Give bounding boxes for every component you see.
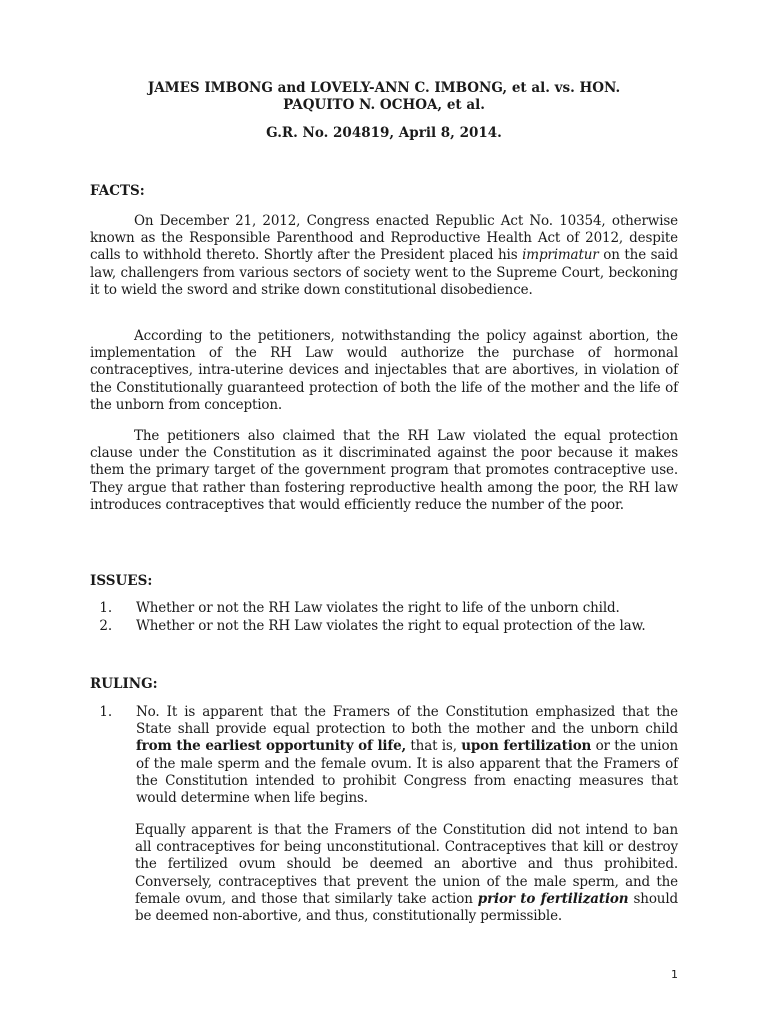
ruling-text-b: that is, <box>406 738 462 755</box>
facts-heading: FACTS: <box>90 183 145 199</box>
ruling-text-a: No. It is apparent that the Framers of the Constitution emphasized that the State shall provide equal protection to both the mother and the unborn child <box>136 704 678 738</box>
facts-p1-italic: imprimatur <box>522 247 599 264</box>
issues-heading: ISSUES: <box>90 573 153 589</box>
ruling-heading: RULING: <box>90 676 158 692</box>
ruling-item <box>90 704 678 807</box>
issue-item <box>90 618 678 635</box>
ruling-paragraph-2 <box>135 822 678 925</box>
case-reference: G.R. No. 204819, April 8, 2014. <box>266 125 502 141</box>
facts-paragraph-1 <box>90 213 678 299</box>
ruling-number: 1. <box>99 704 112 720</box>
issue-text: Whether or not the RH Law violates the right to life of the unborn child. <box>136 600 620 616</box>
ruling-text-c: or the union of the male sperm and the female ovum. It is also apparent that the Framers of the Constitution intended to prohibit Congress from enacting measures that would determine when life begins. <box>136 738 678 807</box>
case-title-line1: JAMES IMBONG and LOVELY-ANN C. IMBONG, et al. vs. HON. <box>147 80 621 96</box>
ruling-bold-phrase-2: upon fertilization <box>461 738 592 755</box>
issue-number: 2. <box>99 618 112 634</box>
facts-p1-text-b: on the said law, challengers from various sectors of society went to the Supreme Court, beckoning it to wield the sword and strike down constitutional disobedience. <box>90 247 678 298</box>
ruling-p2-text-a: Equally apparent is that the Framers of the Constitution did not intend to ban all contraceptives for being unconstitutional. Contraceptives that kill or destroy the fertilized ovum should be deemed an abortive and thus prohibited. Conversely, contraceptives that prevent the union of the male sperm, and the female ovum, and those that similarly take action <box>135 822 678 907</box>
facts-p1-text-a: On December 21, 2012, Congress enacted Republic Act No. 10354, otherwise known as the Responsible Parenthood and Reproductive Health Act of 2012, despite calls to withhold thereto. Shortly after the President placed his <box>90 213 678 264</box>
issue-text: Whether or not the RH Law violates the right to equal protection of the law. <box>136 618 646 634</box>
page-number: 1 <box>671 968 678 981</box>
ruling-bold-phrase-1: from the earliest opportunity of life, <box>136 738 407 755</box>
facts-paragraph-3: The petitioners also claimed that the RH Law violated the equal protection clause under the Constitution as it discriminated against the poor because it makes them the primary target of the government program that promotes contraceptive use. They argue that rather than fostering reproductive health among the poor, the RH law introduces contraceptives that would efficiently reduce the number of the poor. <box>90 428 678 513</box>
case-title <box>90 80 678 114</box>
issue-item <box>90 600 678 617</box>
ruling-p2-text-b: should be deemed non-abortive, and thus, constitutionally permissible. <box>135 890 678 925</box>
case-title-line2: PAQUITO N. OCHOA, et al. <box>283 97 485 113</box>
ruling-p2-bold-italic: prior to fertilization <box>477 890 629 907</box>
facts-paragraph-2: According to the petitioners, notwithstanding the policy against abortion, the implementation of the RH Law would authorize the purchase of hormonal contraceptives, intra-uterine devices and injectables that are abortives, in violation of the Constitutionally guaranteed protection of both the life of the mother and the life of the unborn from conception. <box>90 328 678 413</box>
issue-number: 1. <box>99 600 112 616</box>
ruling-text <box>136 704 678 807</box>
